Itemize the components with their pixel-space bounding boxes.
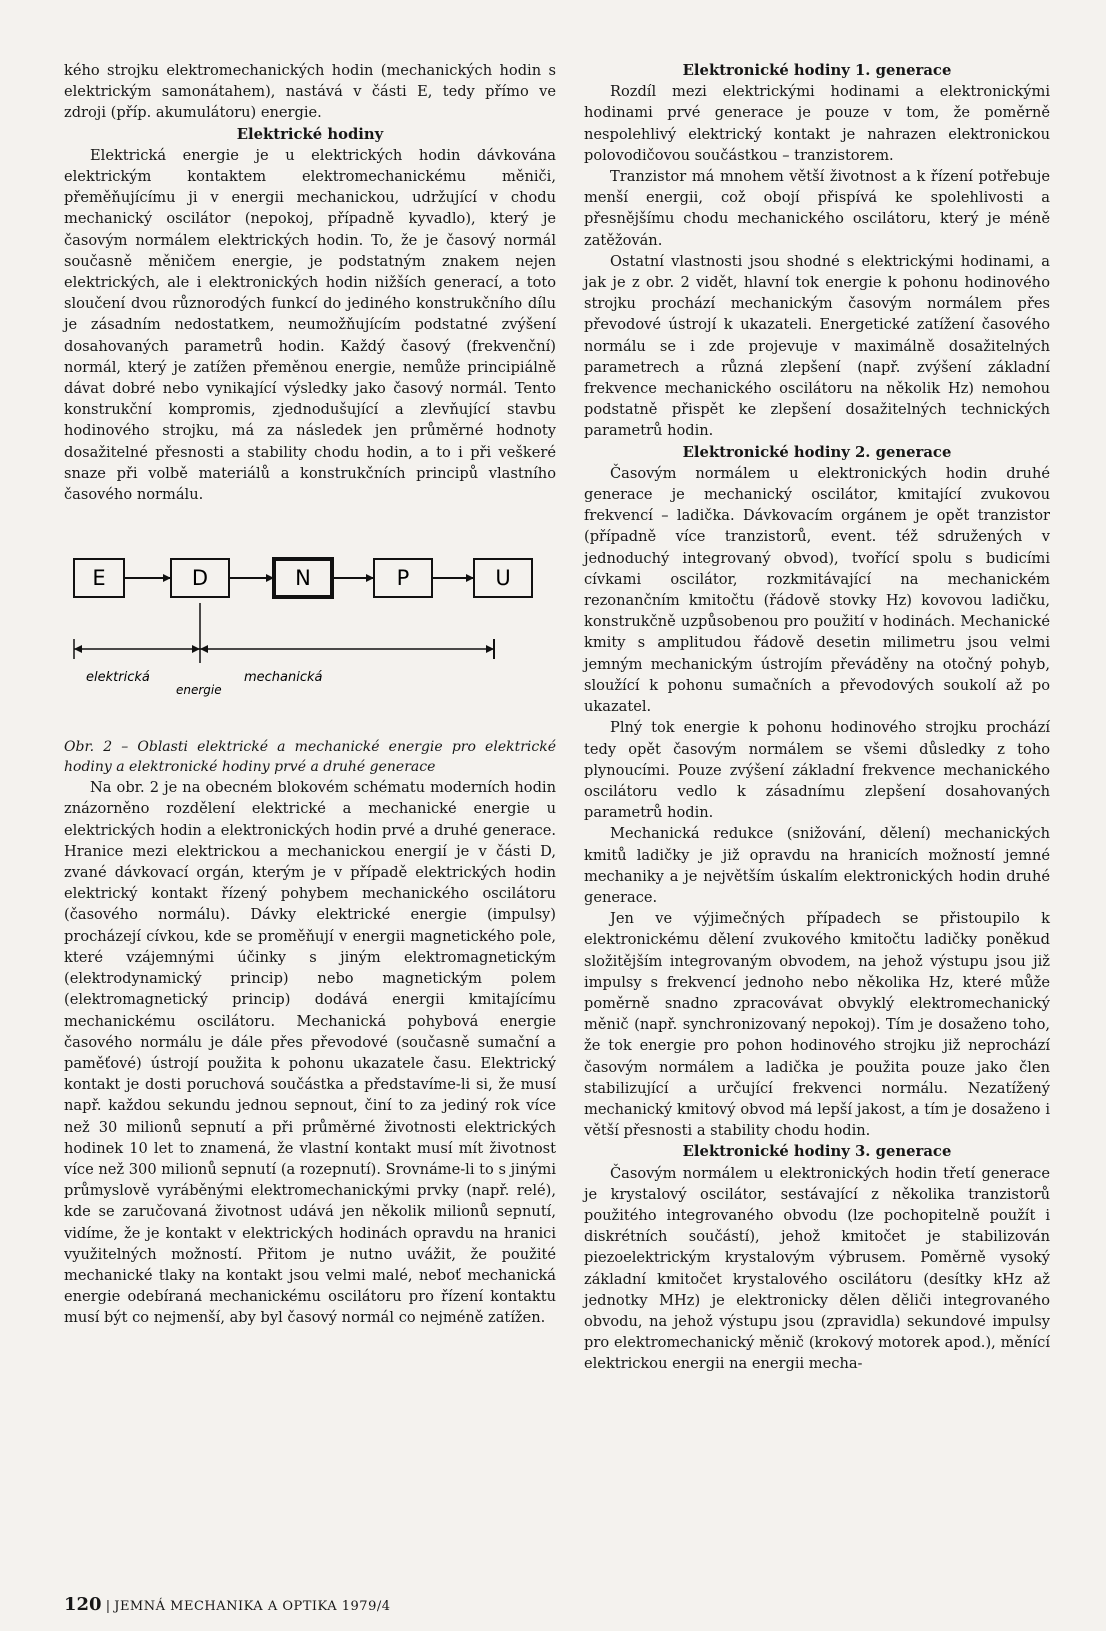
paragraph: Časovým normálem u elektronických hodin třetí generace je krystalový oscilátor, sestávající z několika tranzistorů použitého integrovaného obvodu (lze pochopitelně použít i diskrétních součástí), jehož kmitočet je stabilizován piezoelektrickým krystalovým výbrusem. Poměrně vysoký základní kmitočet krystalového oscilátoru (desítky kHz až jednotky MHz) je elektronicky dělen děliči integrovaného obvodu, na jehož výstupu jsou (zpravidla) sekundové impulsy pro elektromechanický měnič (krokový motorek apod.), měnící elektrickou energii na energii mecha-: [584, 1164, 1050, 1373]
section-heading: Elektronické hodiny 3. generace: [682, 1143, 952, 1161]
paragraph: Ostatní vlastnosti jsou shodné s elektrickými hodinami, a jak je z obr. 2 vidět, hlavní tok energie k pohonu hodinového strojku prochází mechanickým časovým normálem přes převodové ústrojí k ukazateli. Energetické zatížení časového normálu se i zde projevuje v maximálně dosažitelných parametrech a různá zlepšení (např. zvýšení základní frekvence mechanického oscilátoru na několik Hz) nemohou podstatně přispět ke zlepšení dosažitelných technických parametrů hodin.: [584, 252, 1050, 440]
paragraph: Plný tok energie k pohonu hodinového strojku prochází tedy opět časovým normálem se všemi důsledky z toho plynoucími. Pouze zvýšení základní frekvence mechanického oscilátoru vedlo k zásadnímu zlepšení dosahovaných parametrů hodin.: [584, 719, 1050, 822]
section-heading: Elektronické hodiny 1. generace: [682, 62, 952, 79]
paragraph: kého strojku elektromechanických hodin (mechanických hodin s elektrickým samonátahem), nastává v části E, tedy přímo ve zdroji (příp. akumulátoru) energie.: [64, 62, 556, 122]
paragraph: Jen ve výjimečných případech se přistoupilo k elektronickému dělení zvukového kmitočtu ladičky poněkud složitějším integrovaným obvodem, na jehož výstupu jsou již impulsy s frekvencí jednoho nebo několika Hz, které může poměrně snadno zpracovávat obvyklý elektromechanický měnič (např. synchronizovaný nepokoj). Tím je dosaženo toho, že tok energie pro pohon hodinového strojku již neprochází časovým normálem a ladička je použita pouze jako člen stabilizující a určující frekvenci normálu. Nezatížený mechanický kmitový obvod má lepší jakost, a tím je dosaženo i větší přesnosti a stability chodu hodin.: [584, 910, 1050, 1140]
paragraph: Na obr. 2 je na obecném blokovém schématu moderních hodin znázorněno rozdělení elektrické a mechanické energie u elektrických hodin a elektronických hodin prvé a druhé generace. Hranice mezi elektrickou a mechanickou energií je v části D, zvané dávkovací orgán, kterým je v případě elektrických hodin elektrický kontakt řízený pohybem mechanického oscilátoru (časového normálu). Dávky elektrické energie (impulsy) procházejí cívkou, kde se proměňují v energii magnetického pole, které vzájemnými účinky s jiným elektromagnetickým (elektrodynamický princip) nebo magnetickým polem (elektromagnetický princip) dodává energii kmitajícímu mechanickému oscilátoru. Mechanická pohybová energie časového normálu je dále přes převodové (současně sumační a paměťové) ústrojí použita k pohonu ukazatele času. Elektrický kontakt je dosti poruchová součástka a představíme-li si, že musí např. každou sekundu jednou sepnout, činí to za jediný rok více než 30 milionů sepnutí a při průměrné životnosti elektrických hodinek 10 let to znamená, že vlastní kontakt musí mít životnost více než 300 milionů sepnutí (a rozepnutí). Srovnáme-li to s jinými průmyslově vyráběnými elektromechanickými prvky (např. relé), kde se zaručovaná životnost udává jen několik milionů sepnutí, vidíme, že je kontakt v elektrických hodinách opravdu na hranici využitelných možností. Přitom je nutno uvážit, že použité mechanické tlaky na kontakt jsou velmi malé, neboť mechanická energie odebíraná mechanickému oscilátoru pro řízení kontaktu musí být co nejmenší, aby byl časový normál co nejméně zatížen.: [64, 779, 556, 1327]
right-column: [584, 60, 1050, 1375]
box-d: D: [191, 566, 209, 591]
box-p: P: [396, 566, 410, 591]
left-column: [64, 60, 556, 1329]
journal-title: JEMNÁ MECHANIKA A OPTIKA 1979/4: [114, 1599, 391, 1614]
paragraph: Elektrická energie je u elektrických hodin dávkována elektrickým kontaktem elektromechanickému měniči, přeměňujícímu ji v energii mechanickou, udržující v chodu mechanický oscilátor (nepokoj, případně kyvadlo), který je časovým normálem elektrických hodin. To, že je časový normál současně měničem energie, je podstatným znakem nejen elektrických, ale i elektronických hodin nižších generací, a toto sloučení dvou různorodých funkcí do jediného konstrukčního dílu je zásadním nedostatkem, neumožňujícím podstatné zvýšení dosahovaných parametrů hodin. Každý časový (frekvenční) normál, který je zatížen přeměnou energie, nemůže principiálně dávat dobré nebo vynikající výsledky jako časový normál. Tento konstrukční kompromis, zjednodušující a zlevňující stavbu hodinového strojku, má za následek jen průměrné hodnoty dosažitelné přesnosti a stability chodu hodin, a to i při veškeré snaze při volbě materiálů a konstrukčních principů vlastního časového normálu.: [64, 146, 556, 504]
page-number: 120: [64, 1594, 102, 1615]
figure-caption: Obr. 2 – Oblasti elektrické a mechanické energie pro elektrické hodiny a elektronické hodiny prvé a druhé generace: [64, 739, 556, 776]
paragraph: Tranzistor má mnohem větší životnost a k řízení potřebuje menší energii, což obojí přispívá ke spolehlivosti a přesnějšímu chodu mechanického oscilátoru, který je méně zatěžován.: [584, 168, 1050, 249]
page-footer: 120 | JEMNÁ MECHANIKA A OPTIKA 1979/4: [64, 1594, 391, 1615]
section-heading: Elektronické hodiny 2. generace: [682, 443, 952, 461]
paragraph: Časovým normálem u elektronických hodin druhé generace je mechanický oscilátor, kmitající zvukovou frekvencí – ladička. Dávkovacím orgánem je opět tranzistor (případně více tranzistorů, event. též sdružených v jednoduchý integrovaný obvod), tvořící spolu s budicími cívkami oscilátor, rozkmitávající na mechanickém rezonančním kmitočtu (řádově stovky Hz) kovovou ladičku, konstrukčně uzpůsobenou pro použití v hodinách. Mechanické kmity s amplitudou řádově desetin milimetru jsou velmi jemným mechanickým ústrojím převáděny na otočný pohyb, sloužící k pohonu sumačních a převodových soukolí až po ukazatel.: [584, 464, 1050, 716]
box-e: E: [92, 566, 106, 591]
section-heading: Elektrické hodiny: [236, 125, 384, 143]
label-energy: energie: [176, 683, 222, 698]
block-diagram: [64, 539, 556, 729]
label-electric: elektrická: [86, 670, 150, 686]
label-mechanical: mechanická: [244, 670, 323, 686]
box-n: N: [295, 566, 311, 591]
box-u: U: [495, 566, 511, 591]
paragraph: Rozdíl mezi elektrickými hodinami a elektronickými hodinami prvé generace je pouze v tom, že poměrně nespolehlivý elektrický kontakt je nahrazen elektronickou polovodičovou součástkou – tranzistorem.: [584, 83, 1050, 164]
paragraph: Mechanická redukce (snižování, dělení) mechanických kmitů ladičky je již opravdu na hranicích možností jemné mechaniky a je největším úskalím elektronických hodin druhé generace.: [584, 825, 1050, 906]
